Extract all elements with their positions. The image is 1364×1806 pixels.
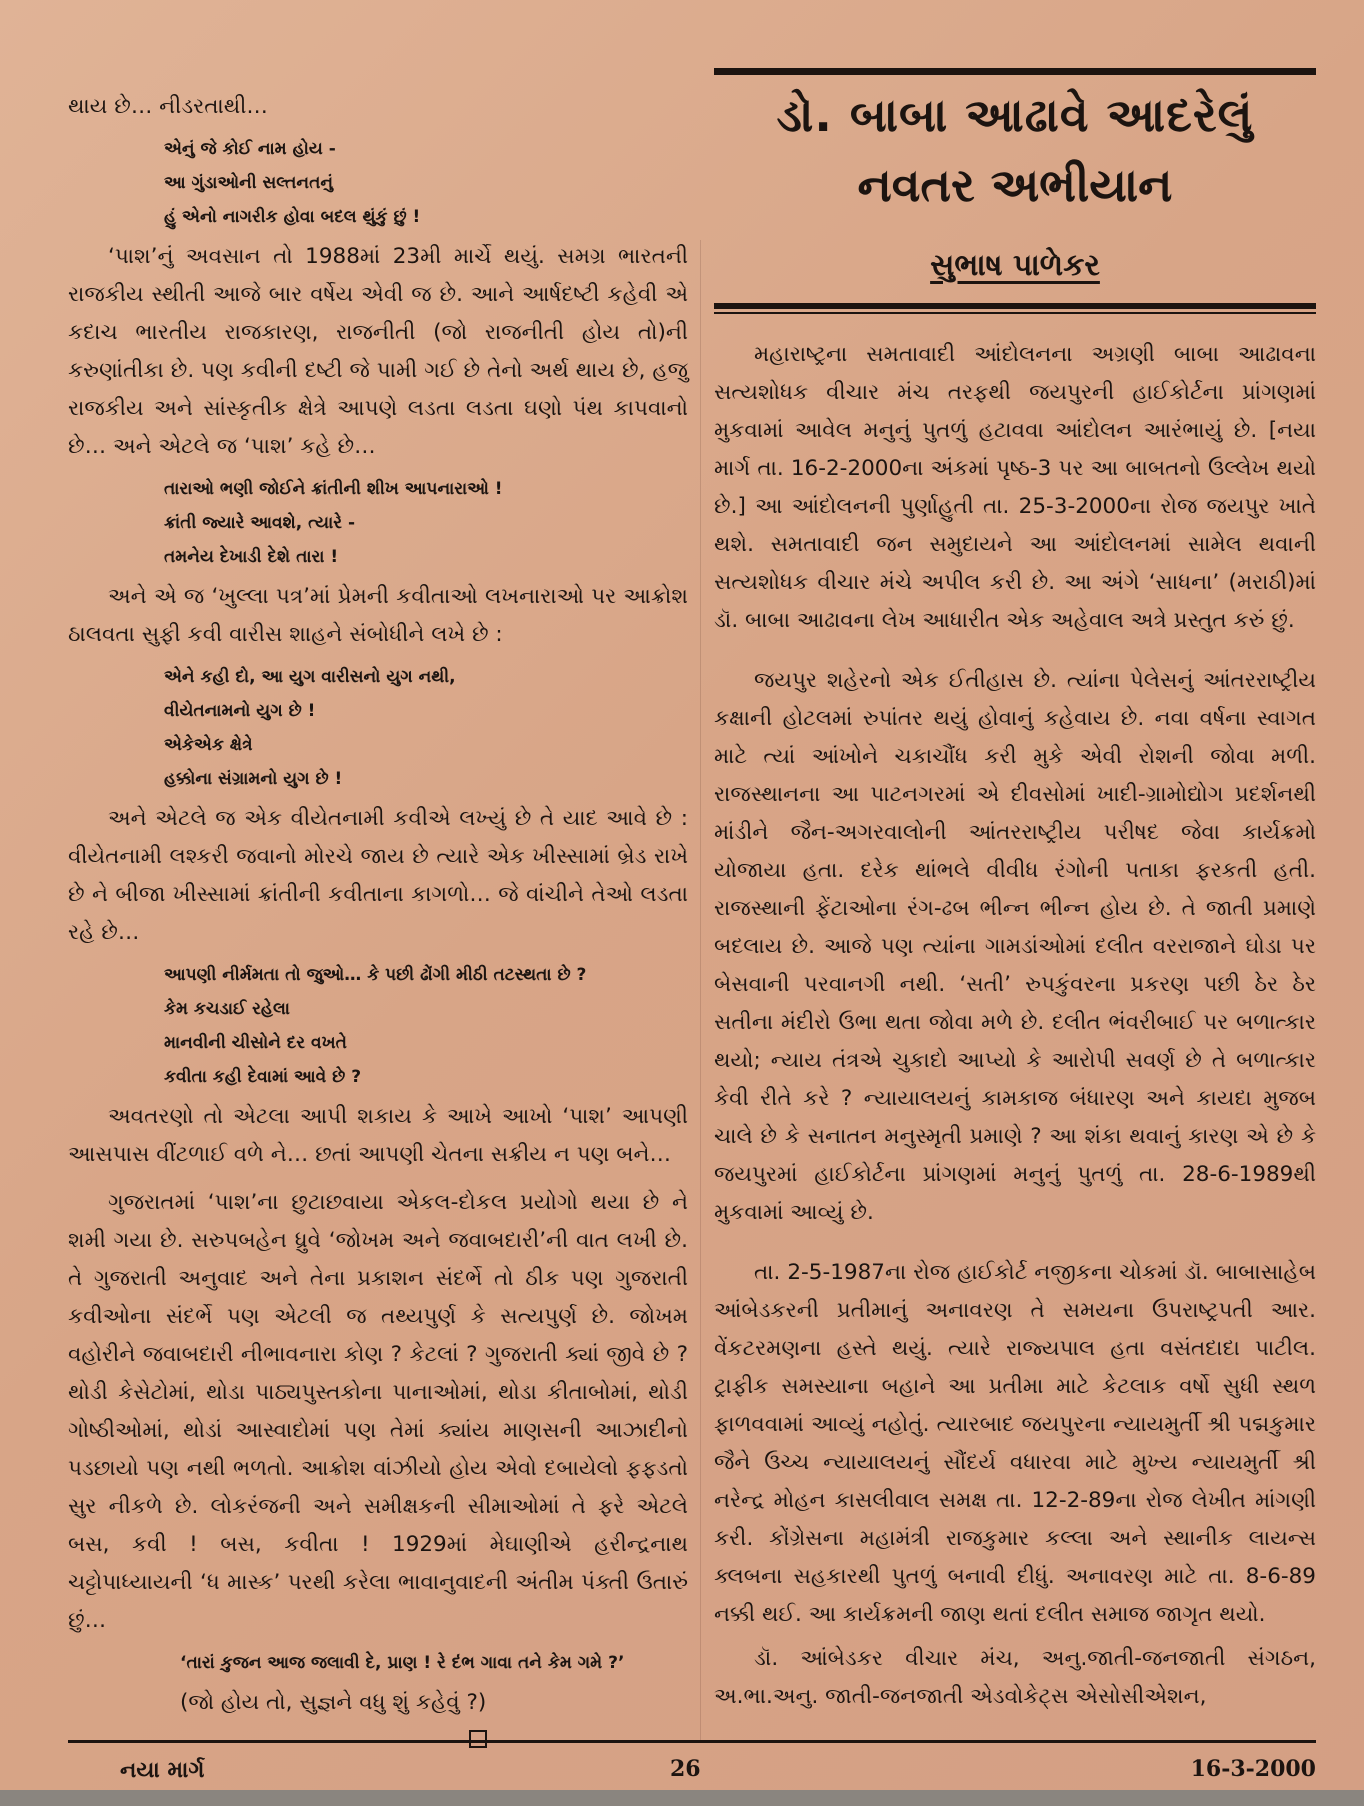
left-para-6: ગુજરાતમાં ‘પાશ’ના છુટાછવાયા એકલ-દોકલ પ્રયોગો થયા છે ને શમી ગયા છે. સરુપબહેન ધ્રુવે ‘જોખમ અને જવાબદારી’ની વાત લખી છે. તે ગુજરાતી અનુવાદ અને તેના પ્રકાશન સંદર્ભે તો ઠીક પણ ગુજરાતી કવીઓના સંદર્ભે પણ એટલી જ તથ્યપુર્ણ કે સત્યપુર્ણ છે. જોખમ વહોરીને જવાબદારી નીભાવનારા કોણ ? કેટલાં ? ગુજરાતી ક્યાં જીવે છે ? થોડી કેસેટોમાં, થોડા પાઠ્યપુસ્તકોના પાનાઓમાં, થોડા કીતાબોમાં, થોડી ગોષ્ઠીઓમાં, થોડાં આસ્વાદોમાં પણ તેમાં ક્યાંય માણસની આઝાદીનો પડછાયો પણ નથી ભળતો. આક્રોશ વાંઝીયો હોય એવો દબાયેલો ફફડતો સુર નીકળે છે. લોકરંજની અને સમીક્ષકની સીમાઓમાં તે ફરે એટલે બસ, કવી ! બસ, કવીતા ! 1929માં મેઘાણીએ હરીન્દ્રનાથ ચટ્ટોપાધ્યાયની ‘ધ માસ્ક’ પરથી કરેલા ભાવાનુવાદની અંતીમ પંક્તી ઉતારું છું… (68, 1190, 688, 1633)
article-title-line-2: નવતર અભીયાન (857, 158, 1173, 212)
verse-block-2 (164, 472, 688, 574)
verse-line: એને કહી દો, આ યુગ વારીસનો યુગ નથી, (164, 667, 456, 687)
verse-block-5 (180, 1646, 688, 1680)
right-column (714, 68, 1316, 1716)
verse-line: કવીતા કહી દેવામાં આવે છે ? (164, 1067, 362, 1087)
footer-date: 16-3-2000 (1190, 1756, 1316, 1782)
left-para-4: અને એટલે જ એક વીયેતનામી કવીએ લખ્યું છે તે યાદ આવે છે : વીયેતનામી લશ્કરી જવાનો મોરચે જાય છે ત્યારે એક ખીસ્સામાં બ્રેડ રાખે છે ને બીજા ખીસ્સામાં ક્રાંતીની કવીતાના કાગળો… જે વાંચીને તેઓ લડતા રહે છે… (68, 806, 688, 945)
article-title-line-1: ડો. બાબા આઢાવે આદરેલું (776, 88, 1254, 142)
verse-line: વીયેતનામનો યુગ છે ! (164, 701, 316, 721)
author-rule (714, 303, 1316, 314)
verse-line: આ ગુંડાઓની સલ્તનતનું (164, 173, 334, 193)
verse-line: માનવીની ચીસોને દર વખતે (164, 1033, 347, 1053)
scan-edge (0, 1790, 1364, 1806)
article-para-4: ડૉ. આંબેડકર વીચાર મંચ, અનુ.જાતી-જનજાતી સંગઠન, અ.ભા.અનુ. જાતી-જનજાતી એડવોકેટ્સ એસોસીએશન, (714, 1646, 1316, 1709)
closing-remark: (જો હોય તો, સુજ્ઞને વધુ શું કહેવું ?) (180, 1690, 487, 1715)
end-mark-icon (469, 1730, 487, 1748)
left-column (68, 88, 688, 1748)
left-para-2: ‘પાશ’નું અવસાન તો 1988માં 23મી માર્ચે થયું. સમગ્ર ભારતની રાજકીય સ્થીતી આજે બાર વર્ષેય એવી જ છે. આને આર્ષદષ્ટી કહેવી એ કદાચ ભારતીય રાજકારણ, રાજનીતી (જો રાજનીતી હોય તો)ની કરુણાંતીકા છે. પણ કવીની દષ્ટી જે પામી ગઈ છે તેનો અર્થ થાય છે, હજુ રાજકીય અને સાંસ્કૃતીક ક્ષેત્રે આપણે લડતા લડતા ઘણો પંથ કાપવાનો છે… અને એટલે જ ‘પાશ’ કહે છે… (68, 244, 688, 459)
verse-block-3 (164, 660, 688, 796)
verse-line: કેમ કચડાઈ રહેલા (164, 999, 290, 1019)
verse-line: તમનેય દેખાડી દેશે તારા ! (164, 547, 339, 567)
title-top-rule (714, 68, 1316, 75)
verse-block-4 (164, 958, 688, 1094)
left-para-5: અવતરણો તો એટલા આપી શકાય કે આખે આખો ‘પાશ’ આપણી આસપાસ વીંટળાઈ વળે ને… છતાં આપણી ચેતના સક્રીય ન પણ બને… (68, 1104, 688, 1167)
verse-line: ક્રાંતી જ્યારે આવશે, ત્યારે - (164, 513, 356, 533)
article-para-3: તા. 2-5-1987ના રોજ હાઈકોર્ટ નજીકના ચોકમાં ડૉ. બાબાસાહેબ આંબેડકરની પ્રતીમાનું અનાવરણ તે સમયના ઉપરાષ્ટ્રપતી આર. વેંકટરમણના હસ્તે થયું. ત્યારે રાજ્યપાલ હતા વસંતદાદા પાટીલ. ટ્રાફીક સમસ્યાના બહાને આ પ્રતીમા માટે કેટલાક વર્ષો સુધી સ્થળ ફાળવવામાં આવ્યું નહોતું. ત્યારબાદ જયપુરના ન્યાયમુર્તી શ્રી પદ્મકુમાર જૈને ઉચ્ચ ન્યાયાલયનું સૌંદર્ય વધારવા માટે મુખ્ય ન્યાયમુર્તી શ્રી નરેન્દ્ર મોહન કાસલીવાલ સમક્ષ તા. 12-2-89ના રોજ લેખીત માંગણી કરી. કોંગ્રેસના મહામંત્રી રાજકુમાર કલ્લા અને સ્થાનીક લાયન્સ ક્લબના સહકારથી પુતળું બનાવી દીધું. અનાવરણ માટે તા. 8-6-89 નક્કી થઈ. આ કાર્યક્રમની જાણ થતાં દલીત સમાજ જાગૃત થયો. (714, 1260, 1316, 1627)
column-divider (700, 240, 701, 1740)
verse-line: ‘તારાં કુજન આજ જલાવી દે, પ્રાણ ! રે દંભ ગાવા તને કેમ ગમે ?’ (180, 1653, 625, 1673)
article-author: સુભાષ પાળેકર (930, 248, 1100, 283)
verse-line: હું એનો નાગરીક હોવા બદલ થુંકું છું ! (164, 207, 421, 227)
footer-rule (68, 1740, 1316, 1743)
left-para-3: અને એ જ ‘ખુલ્લા પત્ર’માં પ્રેમની કવીતાઓ લખનારાઓ પર આક્રોશ ઠાલવતા સુફી કવી વારીસ શાહને સંબોધીને લખે છે : (68, 584, 688, 647)
article-body (714, 336, 1316, 1716)
verse-line: એકેએક ક્ષેત્રે (164, 735, 253, 755)
footer-magazine-name: નયા માર્ગ (120, 1758, 205, 1783)
verse-line: એનું જે કોઈ નામ હોય - (164, 139, 336, 159)
article-para-1: મહારાષ્ટ્રના સમતાવાદી આંદોલનના અગ્રણી બાબા આઢાવના સત્યશોધક વીચાર મંચ તરફથી જયપુરની હાઈકોર્ટના પ્રાંગણમાં મુકવામાં આવેલ મનુનું પુતળું હટાવવા આંદોલન આરંભાયું છે. [નયા માર્ગ તા. 16-2-2000ના અંકમાં પૃષ્ઠ-3 પર આ બાબતનો ઉલ્લેખ થયો છે.] આ આંદોલનની પુર્ણાહુતી તા. 25-3-2000ના રોજ જયપુર ખાતે થશે. સમતાવાદી જન સમુદાયને આ આંદોલનમાં સામેલ થવાની સત્યશોધક વીચાર મંચે અપીલ કરી છે. આ અંગે ‘સાધના’ (મરાઠી)માં ડૉ. બાબા આઢાવના લેખ આધારીત એક અહેવાલ અત્રે પ્રસ્તુત કરું છું. (714, 342, 1316, 633)
verse-line: આપણી નીર્મમતા તો જુઓ… કે પછી ઢોંગી મીઠી તટસ્થતા છે ? (164, 965, 587, 985)
verse-line: તારાઓ ભણી જોઈને ક્રાંતીની શીખ આપનારાઓ ! (164, 479, 503, 499)
left-para-1: થાય છે… નીડરતાથી… (68, 94, 268, 119)
verse-line: હક્કોના સંગ્રામનો યુગ છે ! (164, 769, 343, 789)
article-para-2: જયપુર શહેરનો એક ઈતીહાસ છે. ત્યાંના પેલેસનું આંતરરાષ્ટ્રીય કક્ષાની હોટલમાં રુપાંતર થયું હોવાનું કહેવાય છે. નવા વર્ષના સ્વાગત માટે ત્યાં આંખોને ચકાચૌંધ કરી મુકે એવી રોશની જોવા મળી. રાજસ્થાનના આ પાટનગરમાં એ દીવસોમાં ખાદી-ગ્રામોદ્યોગ પ્રદર્શનથી માંડીને જૈન-અગરવાલોની આંતરરાષ્ટ્રીય પરીષદ જેવા કાર્યક્રમો યોજાયા હતા. દરેક થાંભલે વીવીધ રંગોની પતાકા ફરકતી હતી. રાજસ્થાની ફેંટાઓના રંગ-ઢબ ભીન્ન ભીન્ન હોય છે. તે જાતી પ્રમાણે બદલાય છે. આજે પણ ત્યાંના ગામડાંઓમાં દલીત વરરાજાને ઘોડા પર બેસવાની પરવાનગી નથી. ‘સતી’ રુપકુંવરના પ્રકરણ પછી ઠેર ઠેર સતીના મંદીરો ઉભા થતા જોવા મળે છે. દલીત ભંવરીબાઈ પર બળાત્કાર થયો; ન્યાય તંત્રએ ચુકાદો આપ્યો કે આરોપી સવર્ણ છે તે બળાત્કાર કેવી રીતે કરે ? ન્યાયાલયનું કામકાજ બંધારણ અને કાયદા મુજબ ચાલે છે કે સનાતન મનુસ્મૃતી પ્રમાણે ? આ શંકા થવાનું કારણ એ છે કે જયપુરમાં હાઈકોર્ટના પ્રાંગણમાં મનુનું પુતળું તા. 28-6-1989થી મુકવામાં આવ્યું છે. (714, 668, 1316, 1225)
footer-page-number: 26 (670, 1756, 701, 1782)
verse-block-1 (164, 132, 688, 234)
